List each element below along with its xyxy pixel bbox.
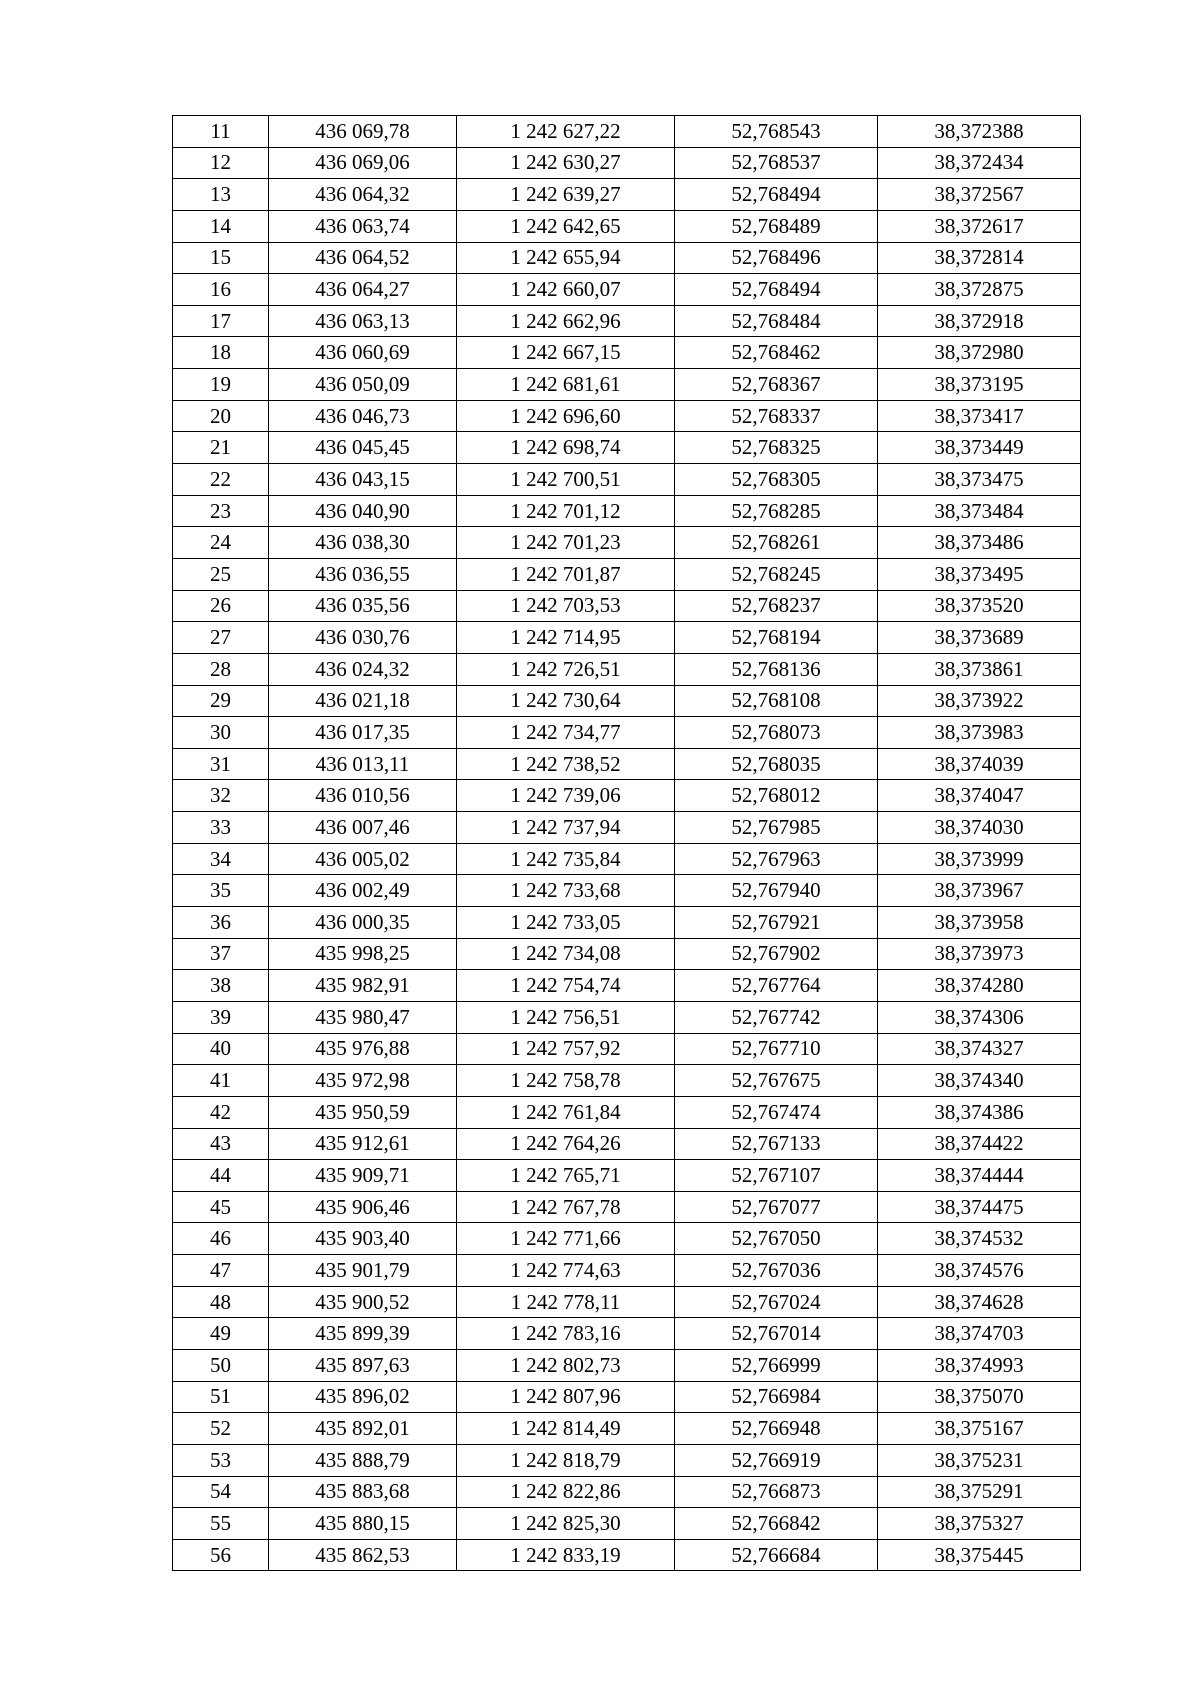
longitude-cell: 38,372567 bbox=[878, 179, 1081, 211]
y-coordinate-cell: 1 242 738,52 bbox=[457, 748, 675, 780]
latitude-cell: 52,768194 bbox=[675, 622, 878, 654]
longitude-cell: 38,373958 bbox=[878, 907, 1081, 939]
table-row bbox=[173, 1413, 1081, 1445]
latitude-cell: 52,768367 bbox=[675, 369, 878, 401]
y-coordinate-cell: 1 242 802,73 bbox=[457, 1349, 675, 1381]
x-coordinate-cell: 435 899,39 bbox=[269, 1318, 457, 1350]
x-coordinate-cell: 435 912,61 bbox=[269, 1128, 457, 1160]
latitude-cell: 52,767963 bbox=[675, 843, 878, 875]
latitude-cell: 52,767921 bbox=[675, 907, 878, 939]
table-row bbox=[173, 843, 1081, 875]
longitude-cell: 38,372388 bbox=[878, 116, 1081, 148]
latitude-cell: 52,768489 bbox=[675, 210, 878, 242]
y-coordinate-cell: 1 242 818,79 bbox=[457, 1444, 675, 1476]
table-row bbox=[173, 527, 1081, 559]
table-row bbox=[173, 1444, 1081, 1476]
longitude-cell: 38,372980 bbox=[878, 337, 1081, 369]
latitude-cell: 52,766842 bbox=[675, 1508, 878, 1540]
longitude-cell: 38,374703 bbox=[878, 1318, 1081, 1350]
x-coordinate-cell: 435 982,91 bbox=[269, 970, 457, 1002]
longitude-cell: 38,374386 bbox=[878, 1096, 1081, 1128]
y-coordinate-cell: 1 242 700,51 bbox=[457, 464, 675, 496]
table-row bbox=[173, 685, 1081, 717]
y-coordinate-cell: 1 242 733,68 bbox=[457, 875, 675, 907]
x-coordinate-cell: 436 063,13 bbox=[269, 305, 457, 337]
x-coordinate-cell: 435 980,47 bbox=[269, 1001, 457, 1033]
latitude-cell: 52,768462 bbox=[675, 337, 878, 369]
table-row bbox=[173, 1318, 1081, 1350]
point-number-cell: 24 bbox=[173, 527, 269, 559]
y-coordinate-cell: 1 242 735,84 bbox=[457, 843, 675, 875]
point-number-cell: 32 bbox=[173, 780, 269, 812]
y-coordinate-cell: 1 242 726,51 bbox=[457, 653, 675, 685]
longitude-cell: 38,374327 bbox=[878, 1033, 1081, 1065]
latitude-cell: 52,768245 bbox=[675, 558, 878, 590]
x-coordinate-cell: 436 002,49 bbox=[269, 875, 457, 907]
table-row bbox=[173, 1476, 1081, 1508]
point-number-cell: 40 bbox=[173, 1033, 269, 1065]
latitude-cell: 52,767036 bbox=[675, 1255, 878, 1287]
table-row bbox=[173, 622, 1081, 654]
y-coordinate-cell: 1 242 764,26 bbox=[457, 1128, 675, 1160]
y-coordinate-cell: 1 242 833,19 bbox=[457, 1539, 675, 1571]
y-coordinate-cell: 1 242 761,84 bbox=[457, 1096, 675, 1128]
point-number-cell: 25 bbox=[173, 558, 269, 590]
x-coordinate-cell: 435 976,88 bbox=[269, 1033, 457, 1065]
y-coordinate-cell: 1 242 667,15 bbox=[457, 337, 675, 369]
y-coordinate-cell: 1 242 807,96 bbox=[457, 1381, 675, 1413]
point-number-cell: 12 bbox=[173, 147, 269, 179]
coordinates-table bbox=[172, 115, 1081, 1571]
longitude-cell: 38,374039 bbox=[878, 748, 1081, 780]
table-row bbox=[173, 1160, 1081, 1192]
x-coordinate-cell: 435 900,52 bbox=[269, 1286, 457, 1318]
y-coordinate-cell: 1 242 758,78 bbox=[457, 1065, 675, 1097]
longitude-cell: 38,373983 bbox=[878, 717, 1081, 749]
longitude-cell: 38,374475 bbox=[878, 1191, 1081, 1223]
longitude-cell: 38,373861 bbox=[878, 653, 1081, 685]
table-row bbox=[173, 305, 1081, 337]
point-number-cell: 39 bbox=[173, 1001, 269, 1033]
point-number-cell: 41 bbox=[173, 1065, 269, 1097]
latitude-cell: 52,767014 bbox=[675, 1318, 878, 1350]
latitude-cell: 52,767902 bbox=[675, 938, 878, 970]
x-coordinate-cell: 435 909,71 bbox=[269, 1160, 457, 1192]
longitude-cell: 38,375291 bbox=[878, 1476, 1081, 1508]
y-coordinate-cell: 1 242 662,96 bbox=[457, 305, 675, 337]
table-row bbox=[173, 970, 1081, 1002]
latitude-cell: 52,766999 bbox=[675, 1349, 878, 1381]
latitude-cell: 52,767764 bbox=[675, 970, 878, 1002]
point-number-cell: 42 bbox=[173, 1096, 269, 1128]
latitude-cell: 52,768285 bbox=[675, 495, 878, 527]
point-number-cell: 34 bbox=[173, 843, 269, 875]
table-row bbox=[173, 1065, 1081, 1097]
table-row bbox=[173, 1191, 1081, 1223]
longitude-cell: 38,374993 bbox=[878, 1349, 1081, 1381]
x-coordinate-cell: 436 030,76 bbox=[269, 622, 457, 654]
latitude-cell: 52,768494 bbox=[675, 274, 878, 306]
y-coordinate-cell: 1 242 783,16 bbox=[457, 1318, 675, 1350]
x-coordinate-cell: 435 888,79 bbox=[269, 1444, 457, 1476]
table-row bbox=[173, 558, 1081, 590]
y-coordinate-cell: 1 242 730,64 bbox=[457, 685, 675, 717]
point-number-cell: 48 bbox=[173, 1286, 269, 1318]
y-coordinate-cell: 1 242 714,95 bbox=[457, 622, 675, 654]
longitude-cell: 38,373689 bbox=[878, 622, 1081, 654]
y-coordinate-cell: 1 242 734,08 bbox=[457, 938, 675, 970]
latitude-cell: 52,767024 bbox=[675, 1286, 878, 1318]
x-coordinate-cell: 436 064,52 bbox=[269, 242, 457, 274]
x-coordinate-cell: 436 064,27 bbox=[269, 274, 457, 306]
latitude-cell: 52,768543 bbox=[675, 116, 878, 148]
latitude-cell: 52,766984 bbox=[675, 1381, 878, 1413]
y-coordinate-cell: 1 242 825,30 bbox=[457, 1508, 675, 1540]
latitude-cell: 52,768484 bbox=[675, 305, 878, 337]
x-coordinate-cell: 436 063,74 bbox=[269, 210, 457, 242]
latitude-cell: 52,768073 bbox=[675, 717, 878, 749]
latitude-cell: 52,768325 bbox=[675, 432, 878, 464]
longitude-cell: 38,375070 bbox=[878, 1381, 1081, 1413]
y-coordinate-cell: 1 242 739,06 bbox=[457, 780, 675, 812]
longitude-cell: 38,373417 bbox=[878, 400, 1081, 432]
y-coordinate-cell: 1 242 701,12 bbox=[457, 495, 675, 527]
x-coordinate-cell: 436 045,45 bbox=[269, 432, 457, 464]
x-coordinate-cell: 436 040,90 bbox=[269, 495, 457, 527]
x-coordinate-cell: 436 007,46 bbox=[269, 812, 457, 844]
table-row bbox=[173, 1255, 1081, 1287]
longitude-cell: 38,374340 bbox=[878, 1065, 1081, 1097]
y-coordinate-cell: 1 242 774,63 bbox=[457, 1255, 675, 1287]
longitude-cell: 38,372617 bbox=[878, 210, 1081, 242]
table-row bbox=[173, 242, 1081, 274]
x-coordinate-cell: 436 038,30 bbox=[269, 527, 457, 559]
table-row bbox=[173, 717, 1081, 749]
point-number-cell: 18 bbox=[173, 337, 269, 369]
longitude-cell: 38,373999 bbox=[878, 843, 1081, 875]
y-coordinate-cell: 1 242 757,92 bbox=[457, 1033, 675, 1065]
x-coordinate-cell: 436 046,73 bbox=[269, 400, 457, 432]
longitude-cell: 38,375445 bbox=[878, 1539, 1081, 1571]
latitude-cell: 52,768305 bbox=[675, 464, 878, 496]
longitude-cell: 38,373449 bbox=[878, 432, 1081, 464]
point-number-cell: 29 bbox=[173, 685, 269, 717]
longitude-cell: 38,373475 bbox=[878, 464, 1081, 496]
longitude-cell: 38,373495 bbox=[878, 558, 1081, 590]
x-coordinate-cell: 436 000,35 bbox=[269, 907, 457, 939]
longitude-cell: 38,374444 bbox=[878, 1160, 1081, 1192]
point-number-cell: 30 bbox=[173, 717, 269, 749]
y-coordinate-cell: 1 242 642,65 bbox=[457, 210, 675, 242]
x-coordinate-cell: 435 972,98 bbox=[269, 1065, 457, 1097]
longitude-cell: 38,374030 bbox=[878, 812, 1081, 844]
longitude-cell: 38,372434 bbox=[878, 147, 1081, 179]
y-coordinate-cell: 1 242 822,86 bbox=[457, 1476, 675, 1508]
x-coordinate-cell: 436 050,09 bbox=[269, 369, 457, 401]
point-number-cell: 46 bbox=[173, 1223, 269, 1255]
latitude-cell: 52,767050 bbox=[675, 1223, 878, 1255]
longitude-cell: 38,372918 bbox=[878, 305, 1081, 337]
latitude-cell: 52,768237 bbox=[675, 590, 878, 622]
latitude-cell: 52,768261 bbox=[675, 527, 878, 559]
table-row bbox=[173, 1349, 1081, 1381]
table-row bbox=[173, 1286, 1081, 1318]
x-coordinate-cell: 435 862,53 bbox=[269, 1539, 457, 1571]
table-row bbox=[173, 432, 1081, 464]
y-coordinate-cell: 1 242 696,60 bbox=[457, 400, 675, 432]
x-coordinate-cell: 436 064,32 bbox=[269, 179, 457, 211]
table-row bbox=[173, 147, 1081, 179]
x-coordinate-cell: 436 013,11 bbox=[269, 748, 457, 780]
y-coordinate-cell: 1 242 701,87 bbox=[457, 558, 675, 590]
x-coordinate-cell: 435 880,15 bbox=[269, 1508, 457, 1540]
y-coordinate-cell: 1 242 756,51 bbox=[457, 1001, 675, 1033]
y-coordinate-cell: 1 242 701,23 bbox=[457, 527, 675, 559]
latitude-cell: 52,767675 bbox=[675, 1065, 878, 1097]
point-number-cell: 16 bbox=[173, 274, 269, 306]
point-number-cell: 44 bbox=[173, 1160, 269, 1192]
table-row bbox=[173, 875, 1081, 907]
longitude-cell: 38,374628 bbox=[878, 1286, 1081, 1318]
longitude-cell: 38,373967 bbox=[878, 875, 1081, 907]
y-coordinate-cell: 1 242 771,66 bbox=[457, 1223, 675, 1255]
latitude-cell: 52,766948 bbox=[675, 1413, 878, 1445]
longitude-cell: 38,374306 bbox=[878, 1001, 1081, 1033]
latitude-cell: 52,767710 bbox=[675, 1033, 878, 1065]
latitude-cell: 52,768035 bbox=[675, 748, 878, 780]
table-row bbox=[173, 1033, 1081, 1065]
longitude-cell: 38,373195 bbox=[878, 369, 1081, 401]
latitude-cell: 52,768136 bbox=[675, 653, 878, 685]
x-coordinate-cell: 436 060,69 bbox=[269, 337, 457, 369]
longitude-cell: 38,374422 bbox=[878, 1128, 1081, 1160]
longitude-cell: 38,373484 bbox=[878, 495, 1081, 527]
x-coordinate-cell: 436 010,56 bbox=[269, 780, 457, 812]
latitude-cell: 52,766919 bbox=[675, 1444, 878, 1476]
table-row bbox=[173, 495, 1081, 527]
table-row bbox=[173, 116, 1081, 148]
x-coordinate-cell: 435 892,01 bbox=[269, 1413, 457, 1445]
point-number-cell: 17 bbox=[173, 305, 269, 337]
table-row bbox=[173, 1128, 1081, 1160]
longitude-cell: 38,374047 bbox=[878, 780, 1081, 812]
point-number-cell: 37 bbox=[173, 938, 269, 970]
latitude-cell: 52,767940 bbox=[675, 875, 878, 907]
point-number-cell: 47 bbox=[173, 1255, 269, 1287]
point-number-cell: 27 bbox=[173, 622, 269, 654]
latitude-cell: 52,768537 bbox=[675, 147, 878, 179]
coordinates-table-body bbox=[173, 116, 1081, 1571]
table-row bbox=[173, 938, 1081, 970]
x-coordinate-cell: 436 036,55 bbox=[269, 558, 457, 590]
longitude-cell: 38,374576 bbox=[878, 1255, 1081, 1287]
latitude-cell: 52,767742 bbox=[675, 1001, 878, 1033]
table-row bbox=[173, 780, 1081, 812]
point-number-cell: 15 bbox=[173, 242, 269, 274]
longitude-cell: 38,374532 bbox=[878, 1223, 1081, 1255]
point-number-cell: 43 bbox=[173, 1128, 269, 1160]
latitude-cell: 52,767474 bbox=[675, 1096, 878, 1128]
y-coordinate-cell: 1 242 698,74 bbox=[457, 432, 675, 464]
x-coordinate-cell: 435 903,40 bbox=[269, 1223, 457, 1255]
x-coordinate-cell: 435 998,25 bbox=[269, 938, 457, 970]
y-coordinate-cell: 1 242 703,53 bbox=[457, 590, 675, 622]
longitude-cell: 38,373520 bbox=[878, 590, 1081, 622]
table-row bbox=[173, 1539, 1081, 1571]
latitude-cell: 52,766873 bbox=[675, 1476, 878, 1508]
y-coordinate-cell: 1 242 627,22 bbox=[457, 116, 675, 148]
y-coordinate-cell: 1 242 681,61 bbox=[457, 369, 675, 401]
table-row bbox=[173, 400, 1081, 432]
point-number-cell: 13 bbox=[173, 179, 269, 211]
y-coordinate-cell: 1 242 655,94 bbox=[457, 242, 675, 274]
table-row bbox=[173, 179, 1081, 211]
x-coordinate-cell: 435 883,68 bbox=[269, 1476, 457, 1508]
point-number-cell: 36 bbox=[173, 907, 269, 939]
longitude-cell: 38,374280 bbox=[878, 970, 1081, 1002]
latitude-cell: 52,768108 bbox=[675, 685, 878, 717]
table-row bbox=[173, 1096, 1081, 1128]
x-coordinate-cell: 436 069,78 bbox=[269, 116, 457, 148]
table-row bbox=[173, 274, 1081, 306]
x-coordinate-cell: 436 005,02 bbox=[269, 843, 457, 875]
point-number-cell: 23 bbox=[173, 495, 269, 527]
point-number-cell: 21 bbox=[173, 432, 269, 464]
longitude-cell: 38,375327 bbox=[878, 1508, 1081, 1540]
point-number-cell: 56 bbox=[173, 1539, 269, 1571]
latitude-cell: 52,767985 bbox=[675, 812, 878, 844]
y-coordinate-cell: 1 242 754,74 bbox=[457, 970, 675, 1002]
point-number-cell: 11 bbox=[173, 116, 269, 148]
latitude-cell: 52,768012 bbox=[675, 780, 878, 812]
x-coordinate-cell: 435 901,79 bbox=[269, 1255, 457, 1287]
point-number-cell: 54 bbox=[173, 1476, 269, 1508]
y-coordinate-cell: 1 242 630,27 bbox=[457, 147, 675, 179]
latitude-cell: 52,767133 bbox=[675, 1128, 878, 1160]
table-row bbox=[173, 1508, 1081, 1540]
table-row bbox=[173, 210, 1081, 242]
longitude-cell: 38,372875 bbox=[878, 274, 1081, 306]
table-row bbox=[173, 337, 1081, 369]
latitude-cell: 52,768494 bbox=[675, 179, 878, 211]
longitude-cell: 38,373922 bbox=[878, 685, 1081, 717]
x-coordinate-cell: 435 897,63 bbox=[269, 1349, 457, 1381]
x-coordinate-cell: 436 069,06 bbox=[269, 147, 457, 179]
longitude-cell: 38,375231 bbox=[878, 1444, 1081, 1476]
x-coordinate-cell: 435 906,46 bbox=[269, 1191, 457, 1223]
point-number-cell: 22 bbox=[173, 464, 269, 496]
point-number-cell: 55 bbox=[173, 1508, 269, 1540]
x-coordinate-cell: 436 017,35 bbox=[269, 717, 457, 749]
point-number-cell: 28 bbox=[173, 653, 269, 685]
table-row bbox=[173, 748, 1081, 780]
x-coordinate-cell: 436 021,18 bbox=[269, 685, 457, 717]
point-number-cell: 52 bbox=[173, 1413, 269, 1445]
latitude-cell: 52,767077 bbox=[675, 1191, 878, 1223]
y-coordinate-cell: 1 242 734,77 bbox=[457, 717, 675, 749]
latitude-cell: 52,767107 bbox=[675, 1160, 878, 1192]
y-coordinate-cell: 1 242 737,94 bbox=[457, 812, 675, 844]
latitude-cell: 52,766684 bbox=[675, 1539, 878, 1571]
longitude-cell: 38,373486 bbox=[878, 527, 1081, 559]
latitude-cell: 52,768337 bbox=[675, 400, 878, 432]
table-row bbox=[173, 464, 1081, 496]
point-number-cell: 35 bbox=[173, 875, 269, 907]
x-coordinate-cell: 435 896,02 bbox=[269, 1381, 457, 1413]
y-coordinate-cell: 1 242 660,07 bbox=[457, 274, 675, 306]
table-row bbox=[173, 1381, 1081, 1413]
point-number-cell: 45 bbox=[173, 1191, 269, 1223]
x-coordinate-cell: 436 035,56 bbox=[269, 590, 457, 622]
y-coordinate-cell: 1 242 814,49 bbox=[457, 1413, 675, 1445]
table-row bbox=[173, 1001, 1081, 1033]
point-number-cell: 31 bbox=[173, 748, 269, 780]
point-number-cell: 50 bbox=[173, 1349, 269, 1381]
point-number-cell: 38 bbox=[173, 970, 269, 1002]
y-coordinate-cell: 1 242 778,11 bbox=[457, 1286, 675, 1318]
point-number-cell: 51 bbox=[173, 1381, 269, 1413]
point-number-cell: 53 bbox=[173, 1444, 269, 1476]
point-number-cell: 26 bbox=[173, 590, 269, 622]
table-row bbox=[173, 812, 1081, 844]
point-number-cell: 33 bbox=[173, 812, 269, 844]
longitude-cell: 38,375167 bbox=[878, 1413, 1081, 1445]
table-row bbox=[173, 369, 1081, 401]
table-row bbox=[173, 1223, 1081, 1255]
y-coordinate-cell: 1 242 733,05 bbox=[457, 907, 675, 939]
longitude-cell: 38,372814 bbox=[878, 242, 1081, 274]
latitude-cell: 52,768496 bbox=[675, 242, 878, 274]
x-coordinate-cell: 435 950,59 bbox=[269, 1096, 457, 1128]
table-row bbox=[173, 653, 1081, 685]
longitude-cell: 38,373973 bbox=[878, 938, 1081, 970]
point-number-cell: 49 bbox=[173, 1318, 269, 1350]
table-row bbox=[173, 907, 1081, 939]
x-coordinate-cell: 436 024,32 bbox=[269, 653, 457, 685]
y-coordinate-cell: 1 242 639,27 bbox=[457, 179, 675, 211]
x-coordinate-cell: 436 043,15 bbox=[269, 464, 457, 496]
point-number-cell: 14 bbox=[173, 210, 269, 242]
table-row bbox=[173, 590, 1081, 622]
point-number-cell: 19 bbox=[173, 369, 269, 401]
y-coordinate-cell: 1 242 765,71 bbox=[457, 1160, 675, 1192]
point-number-cell: 20 bbox=[173, 400, 269, 432]
y-coordinate-cell: 1 242 767,78 bbox=[457, 1191, 675, 1223]
